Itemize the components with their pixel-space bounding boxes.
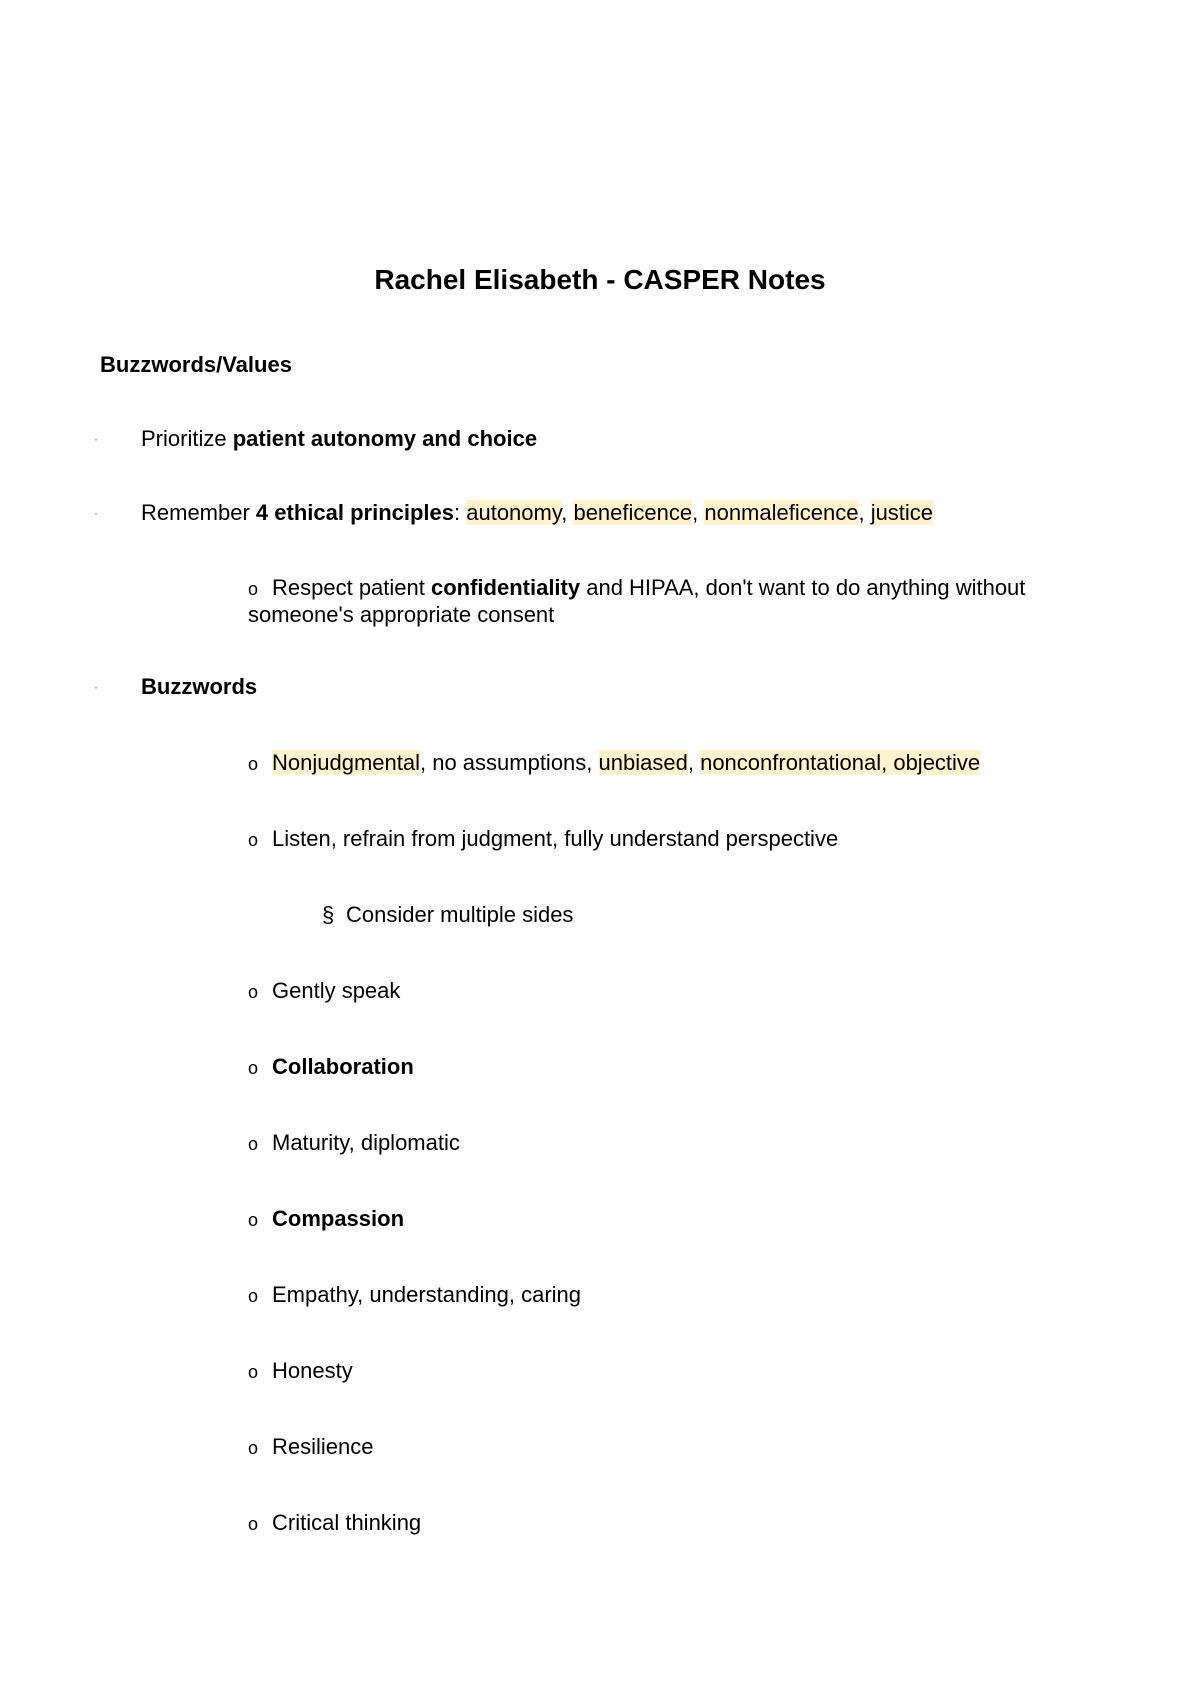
highlight: Nonjudgmental [272, 750, 420, 775]
list-item: o Nonjudgmental, no assumptions, unbiased, nonconfrontational, objective [248, 750, 981, 775]
highlight: nonconfrontational, objective [700, 750, 981, 775]
bullet-section: § [322, 902, 335, 927]
bullet-dot: · [94, 680, 98, 694]
bullet-dot: · [94, 432, 98, 446]
highlight: unbiased [598, 750, 688, 775]
list-item: o Honesty [248, 1358, 353, 1383]
bullet-o: o [248, 982, 259, 1002]
list-item: o Maturity, diplomatic [248, 1130, 460, 1155]
bullet-o: o [248, 1058, 259, 1078]
bullet-o: o [248, 579, 259, 599]
page-title: Rachel Elisabeth - CASPER Notes [374, 264, 826, 295]
list-item: o Compassion [248, 1206, 405, 1231]
bullet-o: o [248, 1362, 259, 1382]
bullet-o: o [248, 1514, 259, 1534]
highlight: nonmaleficence [704, 500, 859, 525]
bullet-o: o [248, 1286, 259, 1306]
list-item: Prioritize patient autonomy and choice [141, 426, 538, 451]
highlight: beneficence [573, 500, 693, 525]
list-item: o Empathy, understanding, caring [248, 1282, 581, 1307]
list-item: Buzzwords [141, 674, 258, 699]
bullet-o: o [248, 754, 259, 774]
bullet-o: o [248, 1134, 259, 1154]
section-heading: Buzzwords/Values [100, 352, 292, 377]
bullet-o: o [248, 1210, 259, 1230]
highlight: justice [870, 500, 934, 525]
list-item: o Critical thinking [248, 1510, 422, 1535]
bullet-dot: · [94, 506, 98, 520]
list-item: o Collaboration [248, 1054, 414, 1079]
list-item: Remember 4 ethical principles: autonomy, beneficence, nonmaleficence, justice [141, 500, 934, 525]
bullet-o: o [248, 1438, 259, 1458]
bullet-o: o [248, 830, 259, 850]
list-item: o Resilience [248, 1434, 374, 1459]
list-item: § Consider multiple sides [322, 902, 574, 927]
list-item: o Listen, refrain from judgment, fully understand perspective [248, 826, 839, 851]
list-item: o Gently speak [248, 978, 401, 1003]
list-item: o Respect patient confidentiality and HIPAA, don't want to do anything without someone's appropriate consent [248, 575, 1026, 627]
highlight: autonomy [466, 500, 562, 525]
